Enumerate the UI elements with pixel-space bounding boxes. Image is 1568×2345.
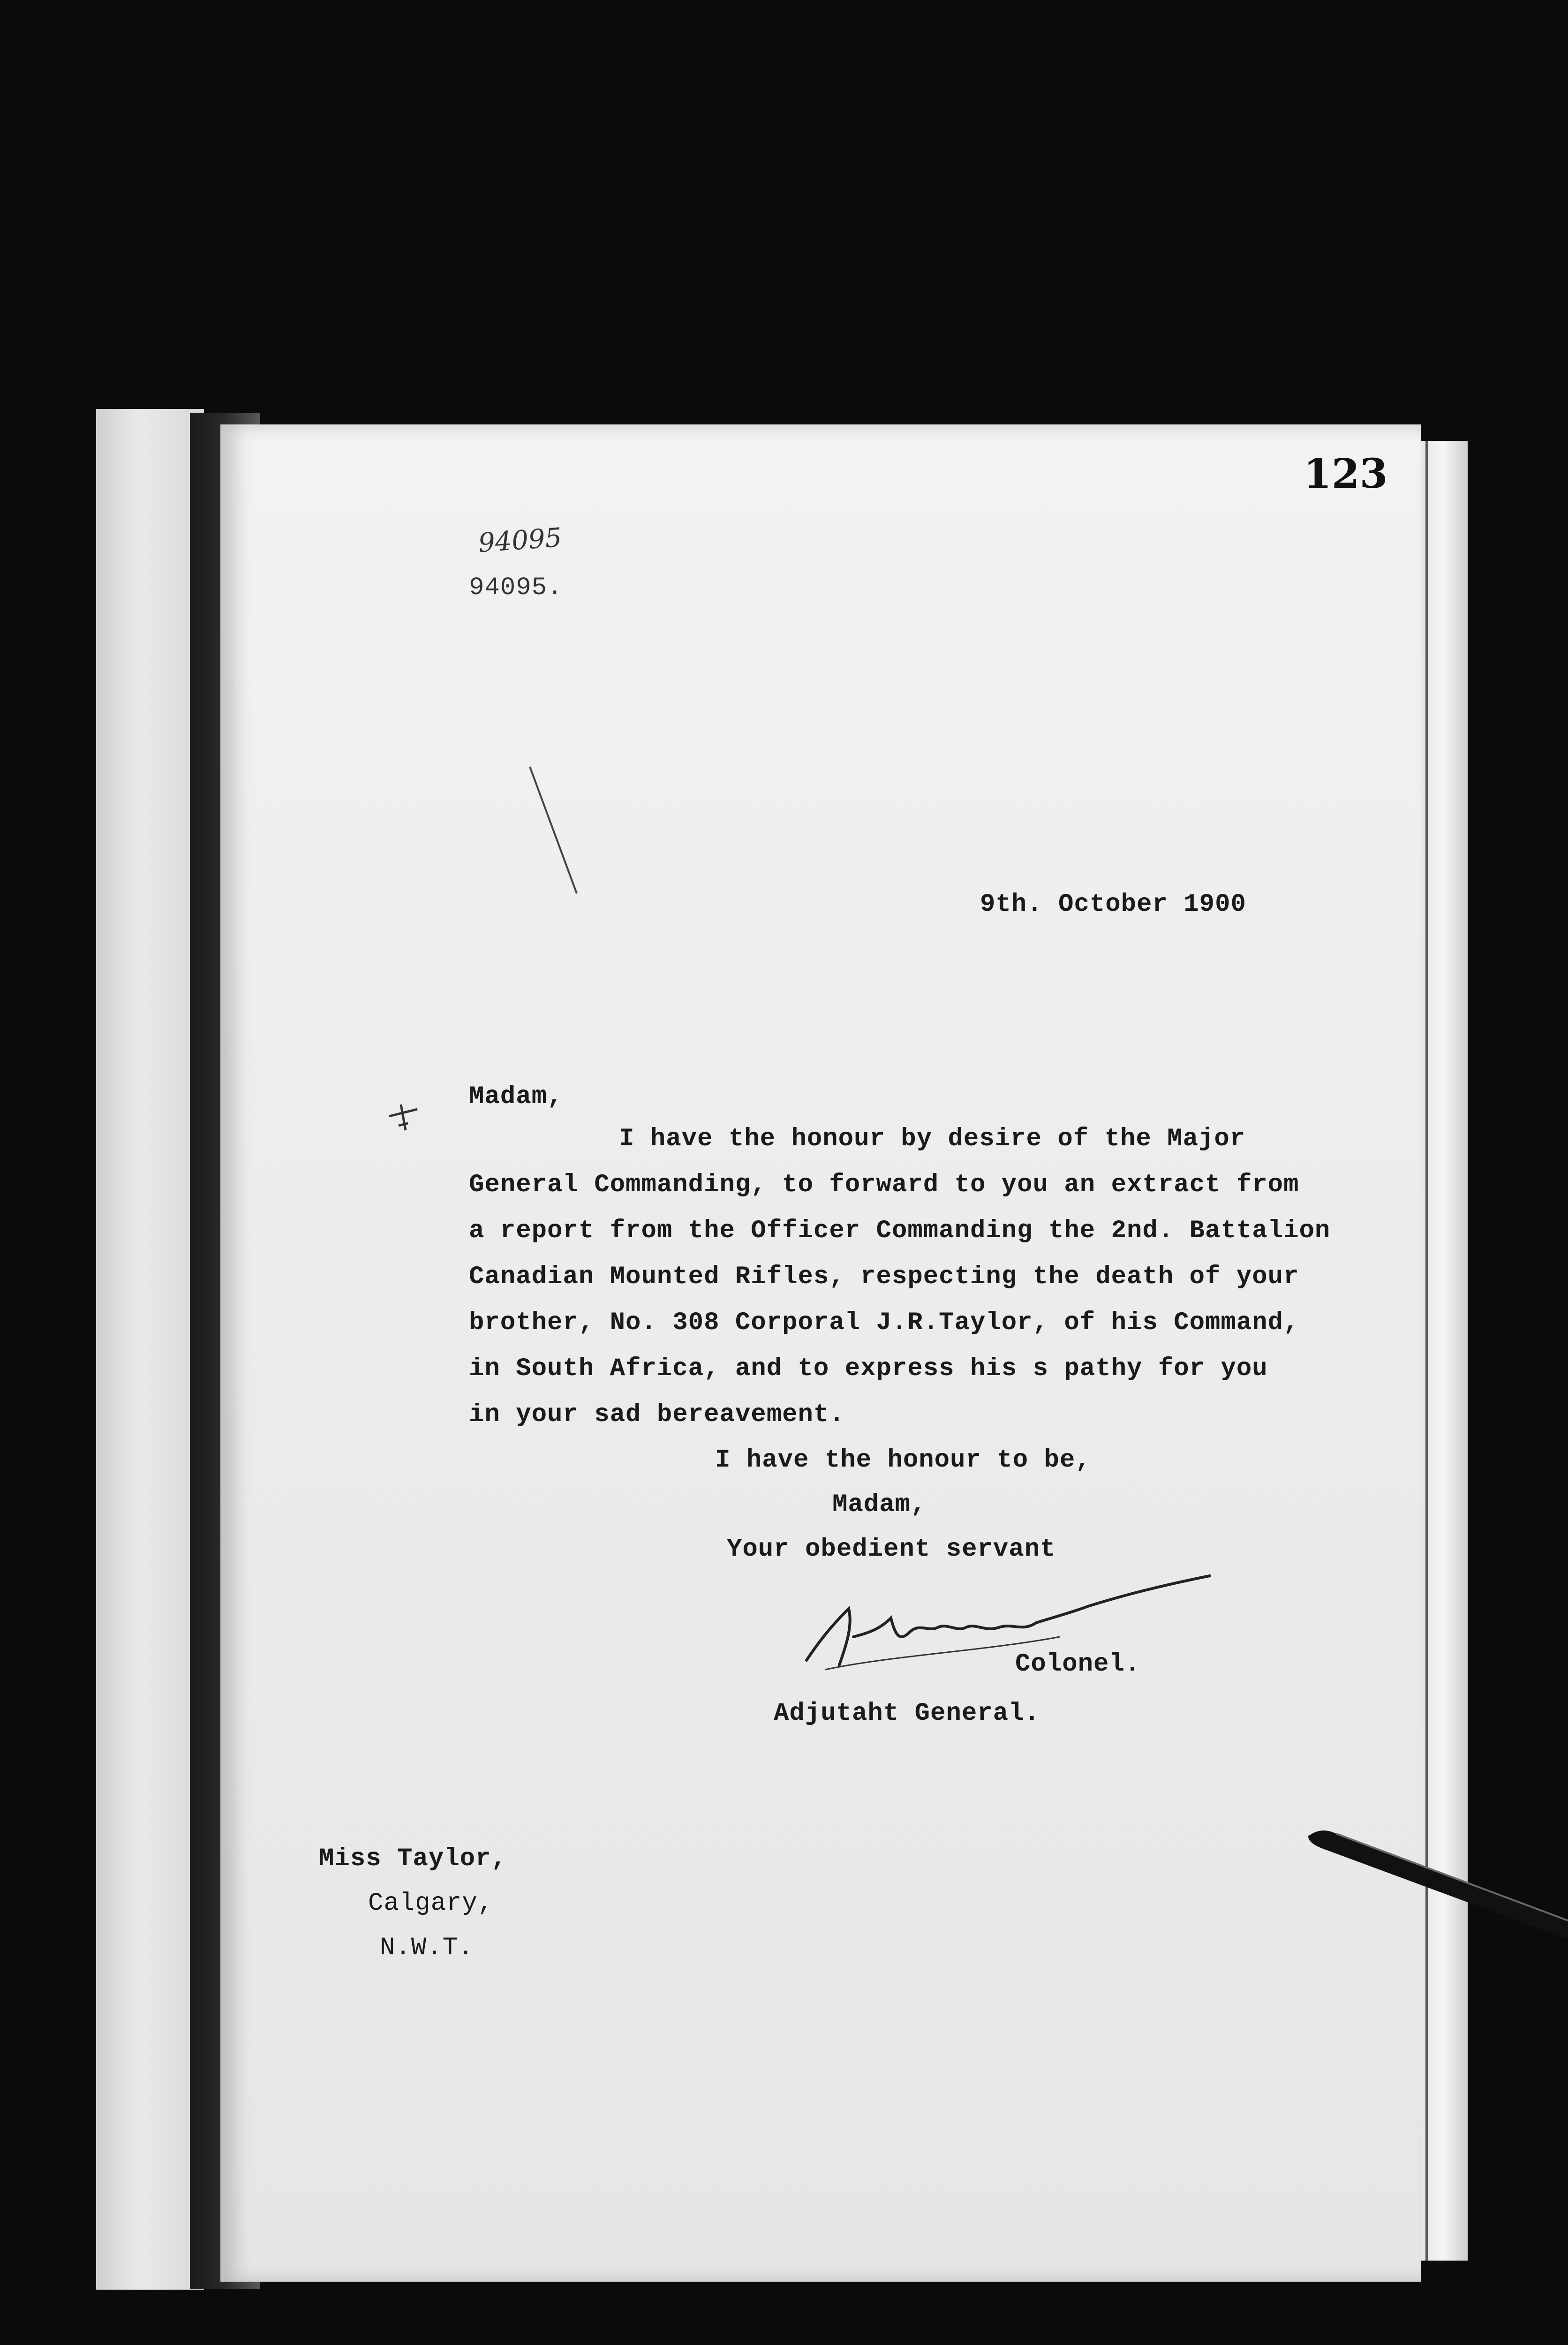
body-line: brother, No. 308 Corporal J.R.Taylor, of his Command, — [469, 1309, 1299, 1337]
back-sheet — [96, 409, 204, 2290]
stray-pen-mark — [525, 764, 581, 896]
letter-body — [469, 1116, 1330, 1438]
tick-mark-icon — [384, 1097, 422, 1135]
salutation: Madam, — [469, 1082, 563, 1111]
recipient-region: N.W.T. — [380, 1934, 474, 1962]
closing-line: Madam, — [832, 1490, 927, 1519]
body-line: I have the honour by desire of the Major — [619, 1125, 1246, 1153]
body-line: General Commanding, to forward to you an extract from — [469, 1171, 1299, 1199]
handwritten-number: 94095 — [477, 522, 563, 559]
body-line: a report from the Officer Commanding the 2nd. Battalion — [469, 1217, 1331, 1245]
page-edge-line — [1425, 441, 1428, 2261]
closing-line: Your obedient servant — [727, 1535, 1056, 1564]
body-line: in your sad bereavement. — [469, 1400, 845, 1429]
closing-line: I have the honour to be, — [715, 1446, 1091, 1475]
body-line: in South Africa, and to express his s pathy for you — [469, 1354, 1268, 1383]
recipient-city: Calgary, — [368, 1889, 494, 1918]
body-line: Canadian Mounted Rifles, respecting the death of your — [469, 1263, 1299, 1291]
reference-number: 94095. — [469, 574, 563, 602]
handwritten-signature — [797, 1562, 1219, 1684]
pen-pointer-icon — [1308, 1827, 1568, 1949]
recipient-name: Miss Taylor, — [319, 1845, 507, 1873]
signatory-rank: Colonel. — [1015, 1650, 1141, 1679]
letter-date: 9th. October 1900 — [980, 890, 1246, 919]
signatory-title: Adjutaht General. — [774, 1699, 1040, 1728]
folio-number: 123 — [1304, 450, 1388, 498]
